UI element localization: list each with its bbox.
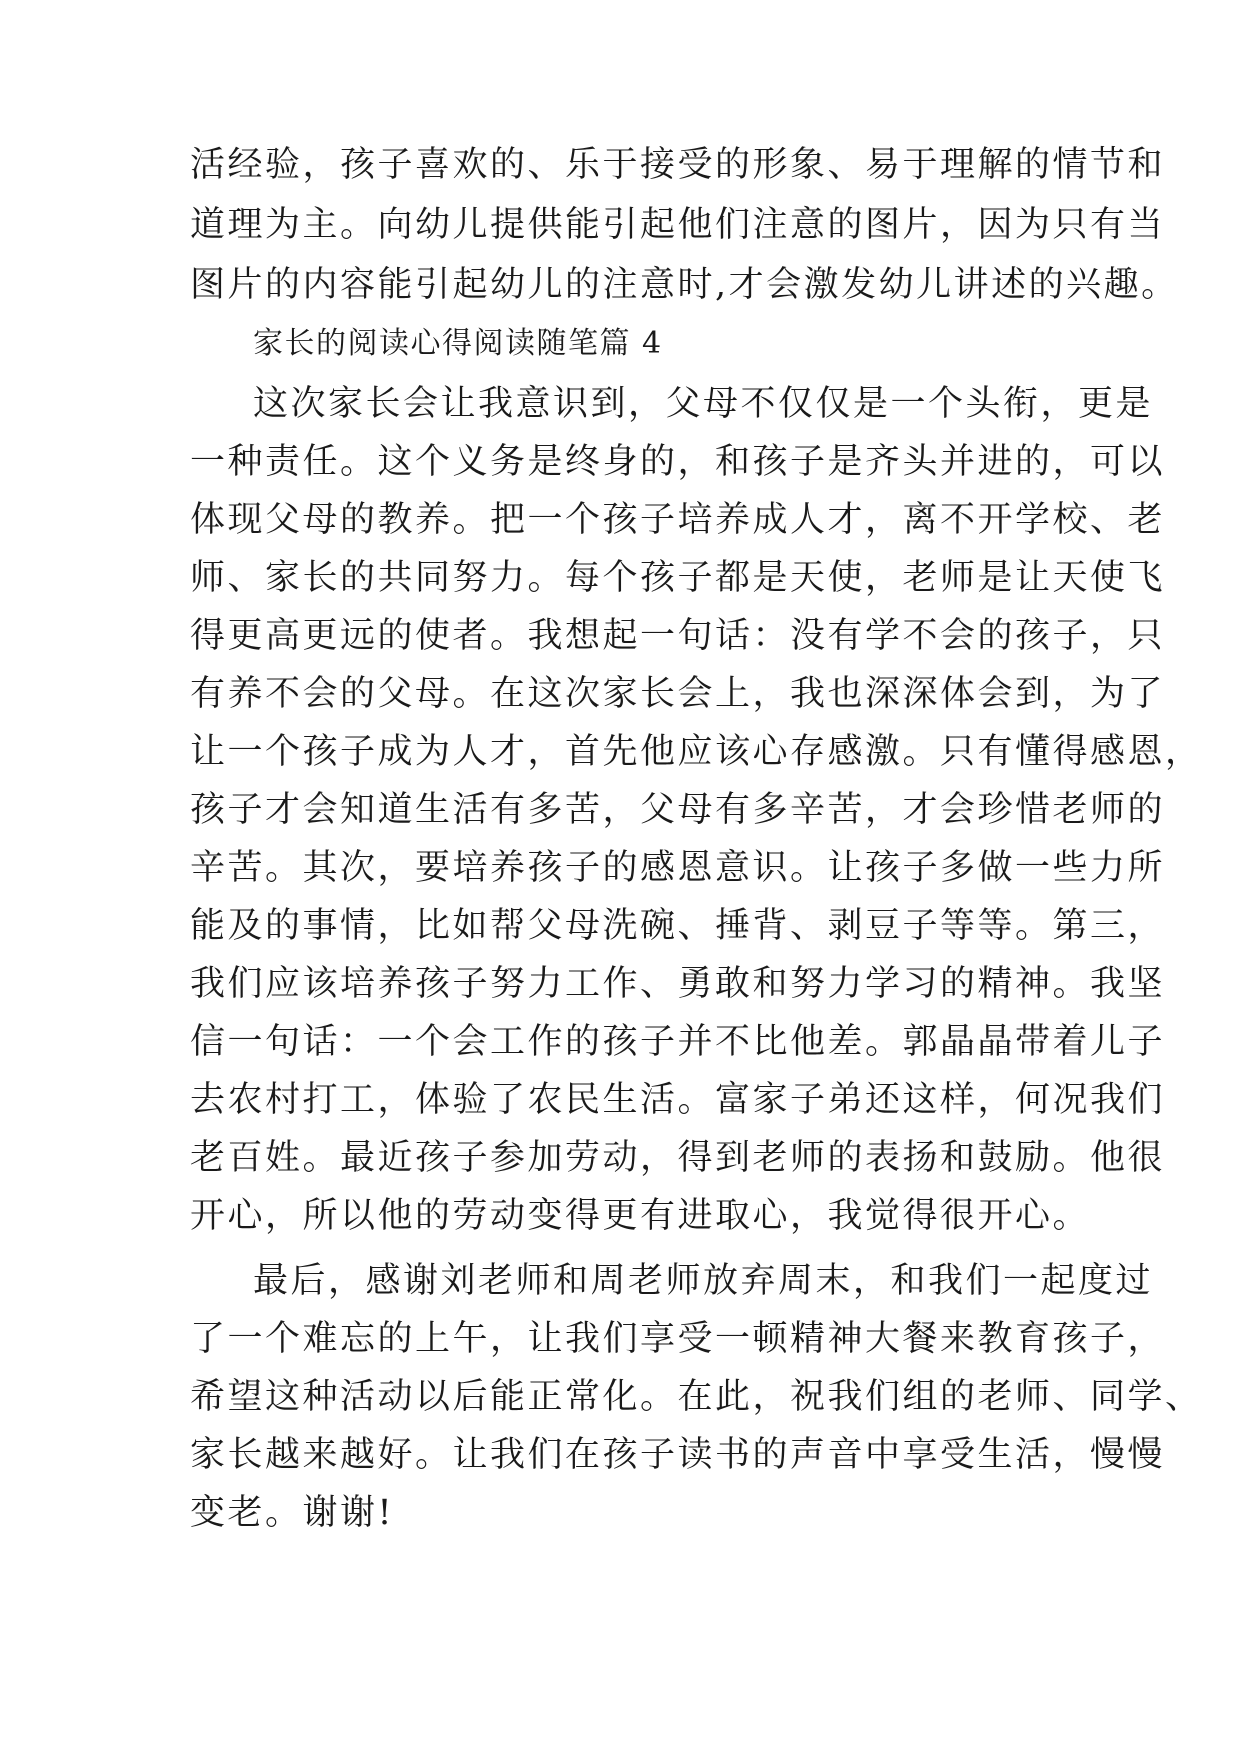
paragraph2-line-5: 变老。谢谢! [190, 1493, 395, 1533]
paragraph1-line-13: 去农村打工，体验了农民生活。富家子弟还这样，何况我们 [190, 1080, 1166, 1120]
paragraph1-line-15: 开心，所以他的劳动变得更有进取心，我觉得很开心。 [190, 1196, 1091, 1236]
paragraph1-line-4: 师、家长的共同努力。每个孩子都是天使，老师是让天使飞 [190, 558, 1166, 598]
paragraph1-line-8: 孩子才会知道生活有多苦，父母有多辛苦，才会珍惜老师的 [190, 790, 1166, 830]
paragraph1-line-9: 辛苦。其次，要培养孩子的感恩意识。让孩子多做一些力所 [190, 848, 1166, 888]
intro-line-1: 活经验，孩子喜欢的、乐于接受的形象、易于理解的情节和 [190, 145, 1166, 185]
paragraph2-line-2: 了一个难忘的上午，让我们享受一顿精神大餐来教育孩子， [190, 1319, 1166, 1359]
intro-line-3: 图片的内容能引起幼儿的注意时,才会激发幼儿讲述的兴趣。 [190, 265, 1179, 305]
paragraph1-line-12: 信一句话：一个会工作的孩子并不比他差。郭晶晶带着儿子 [190, 1022, 1166, 1062]
paragraph1-line-2: 一种责任。这个义务是终身的，和孩子是齐头并进的，可以 [190, 442, 1166, 482]
paragraph1-line-3: 体现父母的教养。把一个孩子培养成人才，离不开学校、老 [190, 500, 1166, 540]
paragraph1-line-5: 得更高更远的使者。我想起一句话：没有学不会的孩子，只 [190, 616, 1166, 656]
paragraph2-line-4: 家长越来越好。让我们在孩子读书的声音中享受生活，慢慢 [190, 1435, 1166, 1475]
intro-line-2: 道理为主。向幼儿提供能引起他们注意的图片，因为只有当 [190, 205, 1166, 245]
paragraph1-line-14: 老百姓。最近孩子参加劳动，得到老师的表扬和鼓励。他很 [190, 1138, 1166, 1178]
paragraph2-line-3: 希望这种活动以后能正常化。在此，祝我们组的老师、同学、 [190, 1377, 1203, 1417]
paragraph1-line-10: 能及的事情，比如帮父母洗碗、捶背、剥豆子等等。第三， [190, 906, 1166, 946]
paragraph1-line-1: 这次家长会让我意识到，父母不仅仅是一个头衔，更是 [253, 384, 1154, 424]
paragraph1-line-7: 让一个孩子成为人才，首先他应该心存感激。只有懂得感恩， [190, 732, 1203, 772]
paragraph1-line-6: 有养不会的父母。在这次家长会上，我也深深体会到，为了 [190, 674, 1166, 714]
paragraph2-line-1: 最后，感谢刘老师和周老师放弃周末，和我们一起度过 [253, 1261, 1154, 1301]
paragraph1-line-11: 我们应该培养孩子努力工作、勇敢和努力学习的精神。我坚 [190, 964, 1166, 1004]
section-heading: 家长的阅读心得阅读随笔篇 4 [253, 326, 663, 361]
